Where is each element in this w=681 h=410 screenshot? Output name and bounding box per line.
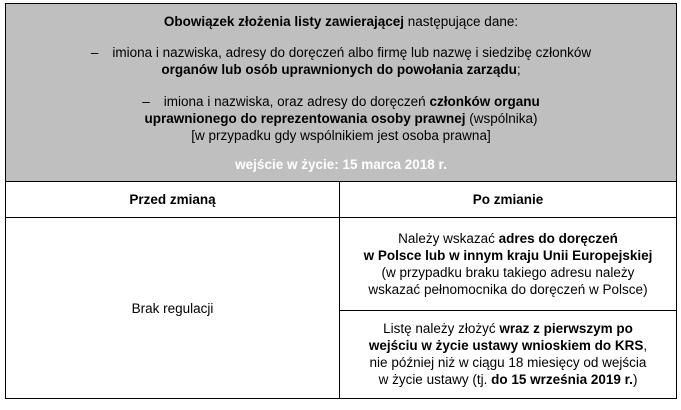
regulation-table xyxy=(5,3,677,399)
bullet-dash: – xyxy=(90,45,99,60)
item2-line1: – imiona i nazwiska, oraz adresy do doręczeń członków organu xyxy=(142,94,540,109)
title-rest: następujące dane: xyxy=(404,14,519,29)
item2-line2: uprawnionego do reprezentowania osoby prawnej (wspólnika) xyxy=(144,111,538,126)
after2-line1: Listę należy złożyć wraz z pierwszym po xyxy=(383,321,633,336)
column-header-before: Przed zmianą xyxy=(6,182,339,218)
after2-line2: wejściu w życie ustawy wnioskiem do KRS, xyxy=(368,338,648,353)
summary-title: Obowiązek złożenia listy zawierającej następujące dane: xyxy=(163,14,519,29)
after1-line2: w Polsce lub w innym kraju Unii Europejskiej xyxy=(363,248,653,263)
after1-line1: Należy wskazać adres do doręczeń xyxy=(398,231,618,246)
obligation-summary xyxy=(6,4,676,182)
after1-line4: wskazać pełnomocnika do doręczeń w Polsce) xyxy=(368,282,648,297)
after2-line4: w życie ustawy (tj. do 15 września 2019 r.) xyxy=(378,372,638,387)
item2-line3: [w przypadku gdy wspólnikiem jest osoba prawna] xyxy=(191,128,491,143)
after1-line3: (w przypadku braku takiego adresu należy xyxy=(381,265,635,280)
item1-line2: organów lub osób uprawnionych do powołania zarządu; xyxy=(161,62,521,77)
column-header-after: Po zmianie xyxy=(340,182,676,218)
before-cell: Brak regulacji xyxy=(131,300,214,316)
after-cell-address xyxy=(340,230,676,298)
after2-line3: nie później niż w ciągu 18 miesięcy od wejścia xyxy=(369,355,647,370)
item1-line1: – imiona i nazwiska, adresy do doręczeń albo firmę lub nazwę i siedzibę członków xyxy=(90,45,592,60)
effective-date: wejście w życie: 15 marca 2018 r. xyxy=(235,157,447,172)
bullet-dash: – xyxy=(142,94,150,109)
after-cell-deadline xyxy=(340,320,676,388)
row-divider xyxy=(340,310,676,311)
